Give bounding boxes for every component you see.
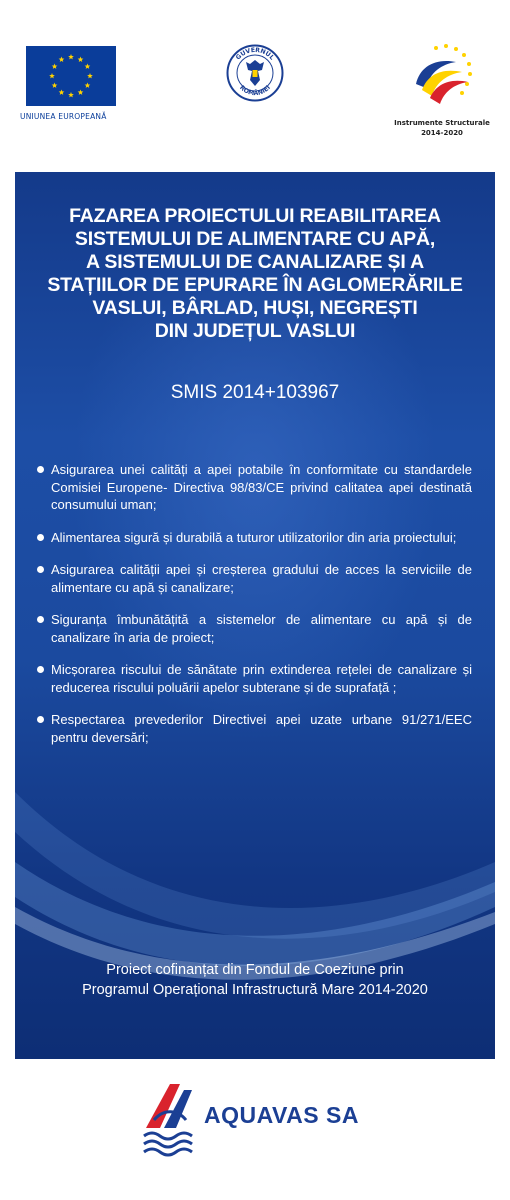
list-item-text: Respectarea prevederilor Directivei apei uzate urbane 91/271/EEC pentru deversări; xyxy=(51,712,472,745)
smis-code: SMIS 2014+103967 xyxy=(170,382,340,403)
structural-instruments-logo xyxy=(392,40,492,137)
structural-instruments-label: Instrumente Structurale xyxy=(394,119,490,127)
eu-star-icon xyxy=(68,92,74,97)
bullet-icon xyxy=(37,616,44,623)
bullet-icon xyxy=(37,716,44,723)
bullet-icon xyxy=(37,666,44,673)
cofinancing-line: Proiect cofinanțat din Fondul de Coeziune prin xyxy=(106,962,404,978)
cofinancing-line: Programul Operațional Infrastructură Mare 2014-2020 xyxy=(82,982,428,998)
partner-logos-bar xyxy=(0,0,510,172)
eu-flag-icon xyxy=(26,46,116,106)
title-line: VASLUI, BÂRLAD, HUȘI, NEGREȘTI xyxy=(92,297,418,319)
svg-text:GUVERNUL: GUVERNUL xyxy=(234,46,276,62)
eu-star-icon xyxy=(85,64,91,69)
project-info-panel xyxy=(15,172,495,1059)
eu-star-icon xyxy=(59,89,65,94)
eu-star-icon xyxy=(68,54,74,59)
list-item xyxy=(37,529,472,547)
eu-logo xyxy=(20,46,140,121)
list-item-text: Micșorarea riscului de sănătate prin extinderea rețelei de canalizare și reducerea riscului poluării apelor subterane și de suprafață ; xyxy=(51,662,472,695)
list-item xyxy=(37,661,472,696)
eu-star-icon xyxy=(59,57,65,62)
title-line: A SISTEMULUI DE CANALIZARE ȘI A xyxy=(86,251,424,273)
eu-star-icon xyxy=(85,83,91,88)
structural-instruments-logo-icon xyxy=(406,40,478,112)
project-title xyxy=(15,205,495,343)
aquavas-logo xyxy=(140,1080,380,1160)
structural-instruments-years: 2014-2020 xyxy=(421,129,463,137)
bullet-icon xyxy=(37,566,44,573)
svg-text:ROMÂNIEI: ROMÂNIEI xyxy=(238,84,272,98)
eu-star-icon xyxy=(87,73,93,78)
romanian-government-seal-icon xyxy=(226,44,284,102)
aquavas-name: AQUAVAS SA xyxy=(204,1102,359,1128)
title-line: STAȚIILOR DE EPURARE ÎN AGLOMERĂRILE xyxy=(47,274,463,296)
eu-star-icon xyxy=(52,83,58,88)
title-line: FAZAREA PROIECTULUI REABILITAREA xyxy=(69,205,441,227)
list-item xyxy=(37,711,472,746)
title-line: DIN JUDEȚUL VASLUI xyxy=(154,320,356,342)
title-line: SISTEMULUI DE ALIMENTARE CU APĂ, xyxy=(74,228,436,250)
list-item-text: Asigurarea calității apei și creșterea gradului de acces la serviciile de alimentare cu apă și canalizare; xyxy=(51,562,472,595)
bullet-icon xyxy=(37,534,44,541)
list-item xyxy=(37,611,472,646)
list-item xyxy=(37,461,472,514)
list-item-text: Alimentarea sigură și durabilă a tuturor utilizatorilor din aria proiectului; xyxy=(51,529,457,545)
eu-star-icon xyxy=(49,73,55,78)
cofinancing-note xyxy=(15,960,495,1000)
list-item-text: Asigurarea unei calități a apei potabile în conformitate cu standardele Comisiei Europene- Directiva 98/83/CE privind calitatea apei destinată consumului uman; xyxy=(51,462,472,512)
objectives-list xyxy=(37,461,472,761)
eu-star-icon xyxy=(78,57,84,62)
aquavas-logo-icon xyxy=(140,1080,200,1158)
eu-star-icon xyxy=(52,64,58,69)
list-item-text: Siguranța îmbunătățită a sistemelor de alimentare cu apă și de canalizare în aria de proiect; xyxy=(51,612,472,645)
bullet-icon xyxy=(37,466,44,473)
list-item xyxy=(37,561,472,596)
eu-star-icon xyxy=(78,89,84,94)
eu-label: UNIUNEA EUROPEANĂ xyxy=(20,112,107,121)
